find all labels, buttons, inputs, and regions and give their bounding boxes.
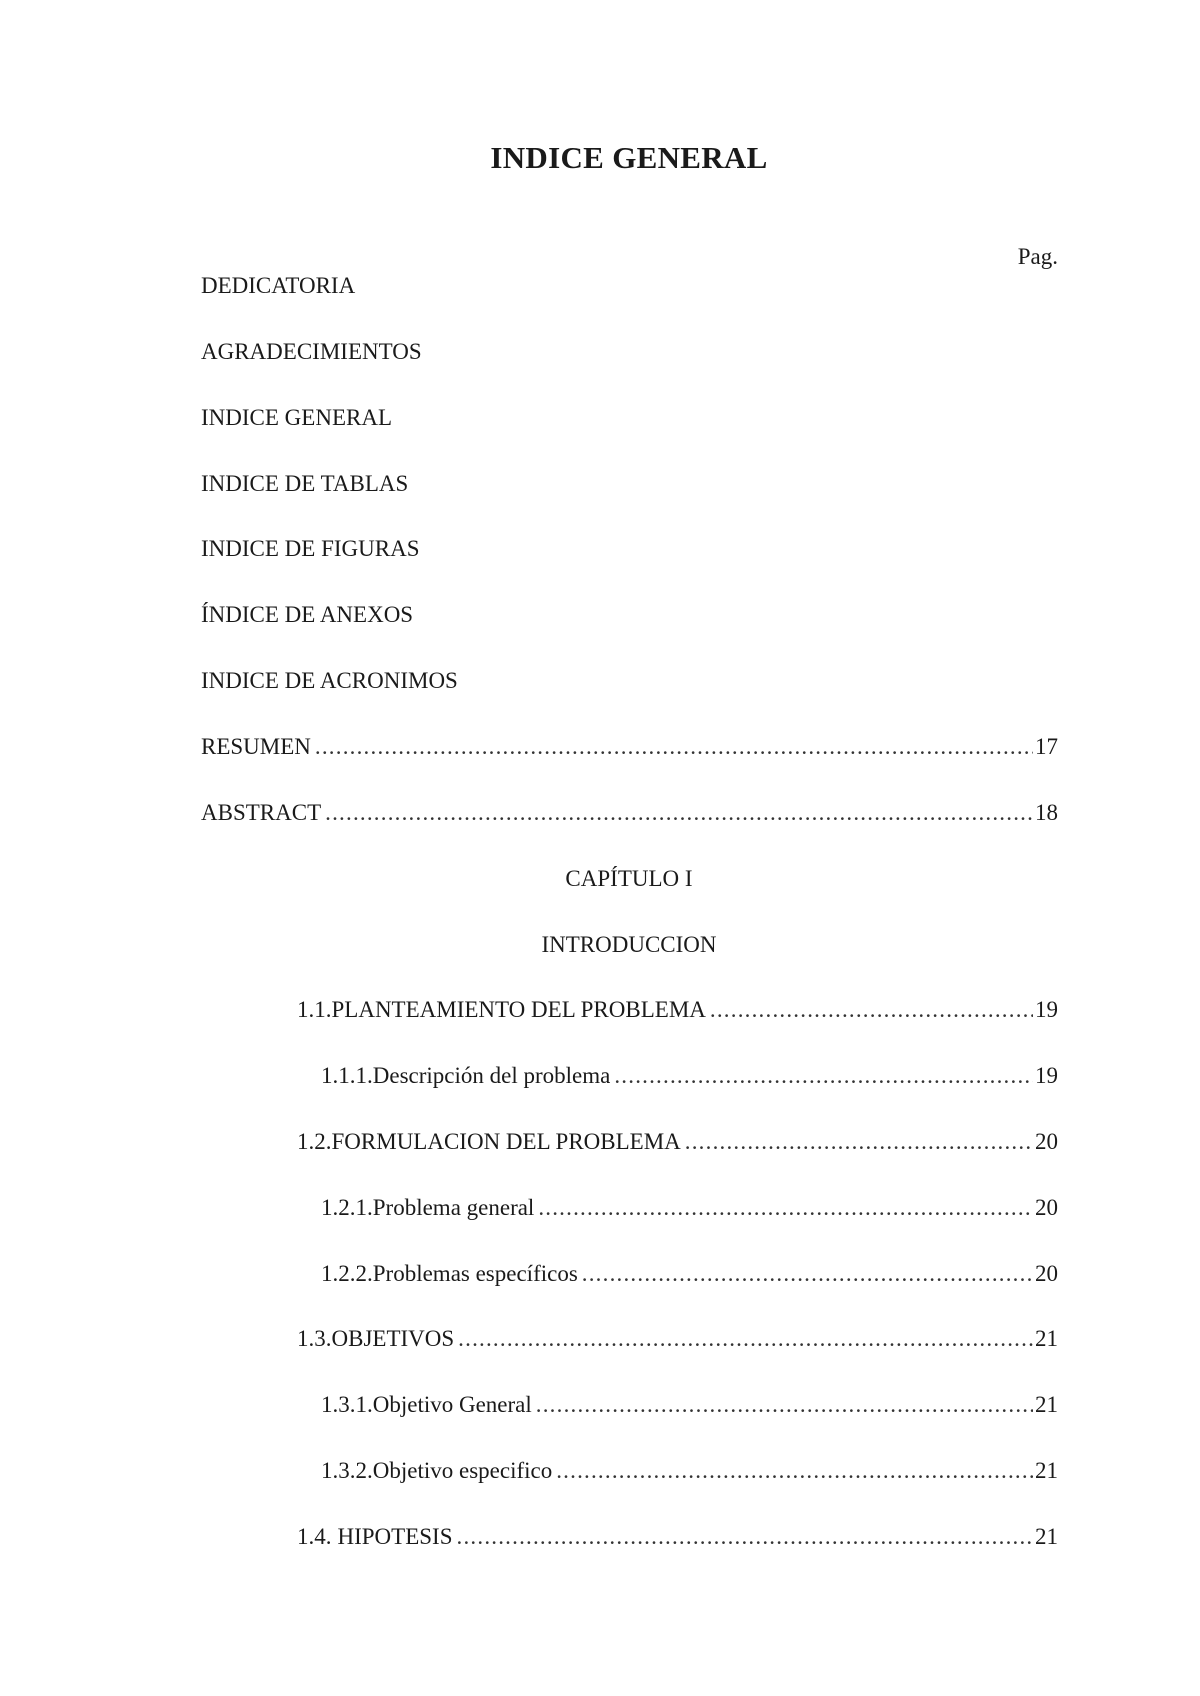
toc-entry-label: OBJETIVOS [331,1326,455,1351]
toc-entry-subsection[interactable] [321,1391,1058,1419]
toc-entry-section[interactable] [297,996,1058,1024]
toc-page-number: 19 [1035,997,1058,1022]
toc-page-number: 17 [1035,734,1058,759]
toc-entry-label: RESUMEN [201,734,311,759]
toc-entry-label: HIPOTESIS [337,1524,453,1549]
section-number: 1.1.1. [321,1063,373,1088]
dot-leader [538,1194,1033,1222]
toc-entry-label: ABSTRACT [201,800,322,825]
toc-entry-section[interactable] [297,1325,1058,1353]
page-column-label: Pag. [1017,244,1058,269]
toc-entry-subsection[interactable] [321,1457,1058,1485]
dot-leader [325,799,1033,827]
dot-leader [685,1128,1033,1156]
page-title: INDICE GENERAL [490,140,768,175]
dot-leader [582,1260,1033,1288]
dot-leader [556,1457,1033,1485]
toc-entry-indice-anexos[interactable] [201,601,413,629]
toc-entry-label: DEDICATORIA [201,273,356,298]
toc-page-number: 20 [1035,1195,1058,1220]
toc-entry-label: INDICE DE TABLAS [201,471,409,496]
section-number: 1.2.1. [321,1195,373,1220]
toc-entry-indice-general[interactable] [201,404,392,432]
toc-entry-label: Objetivo especifico [372,1458,553,1483]
section-number: 1.2. [297,1129,332,1154]
toc-entry-subsection[interactable] [321,1194,1058,1222]
toc-entry-subsection[interactable] [321,1260,1058,1288]
toc-page-number: 21 [1035,1392,1058,1417]
toc-entry-label: PLANTEAMIENTO DEL PROBLEMA [331,997,706,1022]
toc-entry-section[interactable] [297,1128,1058,1156]
dot-leader [710,996,1033,1024]
section-number: 1.3.2. [321,1458,373,1483]
toc-entry-label: ÍNDICE DE ANEXOS [201,602,414,627]
toc-entry-indice-acronimos[interactable] [201,667,458,695]
toc-entry-label: Descripción del problema [372,1063,611,1088]
toc-page-number: 20 [1035,1261,1058,1286]
toc-page-number: 21 [1035,1458,1058,1483]
toc-entry-indice-tablas[interactable] [201,470,408,498]
toc-page-number: 19 [1035,1063,1058,1088]
toc-page-number: 21 [1035,1524,1058,1549]
toc-entry-label: INDICE DE ACRONIMOS [201,668,458,693]
toc-entry-subsection[interactable] [321,1062,1058,1090]
toc-page-number: 20 [1035,1129,1058,1154]
toc-entry-label: Problema general [372,1195,535,1220]
toc-entry-label: Problemas específicos [372,1261,578,1286]
section-number: 1.1. [297,997,332,1022]
toc-entry-indice-figuras[interactable] [201,535,420,563]
toc-entry-label: AGRADECIMIENTOS [201,339,422,364]
toc-entry-agradecimientos[interactable] [201,338,422,366]
toc-entry-dedicatoria[interactable] [201,272,355,300]
toc-page-number: 18 [1035,800,1058,825]
chapter-name: INTRODUCCION [541,932,717,957]
dot-leader [315,733,1033,761]
section-number: 1.3.1. [321,1392,373,1417]
dot-leader [536,1391,1033,1419]
section-number: 1.3. [297,1326,332,1351]
chapter-number: CAPÍTULO I [565,866,693,891]
toc-entry-label: INDICE DE FIGURAS [201,536,420,561]
toc-entry-label: INDICE GENERAL [201,405,392,430]
section-number: 1.4. [297,1524,332,1549]
toc-entry-label: FORMULACION DEL PROBLEMA [331,1129,681,1154]
toc-entry-label: Objetivo General [372,1392,532,1417]
toc-entry-abstract[interactable] [201,799,1058,827]
toc-entry-section[interactable] [297,1523,1058,1551]
dot-leader [614,1062,1033,1090]
toc-page-number: 21 [1035,1326,1058,1351]
section-number: 1.2.2. [321,1261,373,1286]
toc-entry-resumen[interactable] [201,733,1058,761]
dot-leader [458,1325,1033,1353]
dot-leader [457,1523,1033,1551]
